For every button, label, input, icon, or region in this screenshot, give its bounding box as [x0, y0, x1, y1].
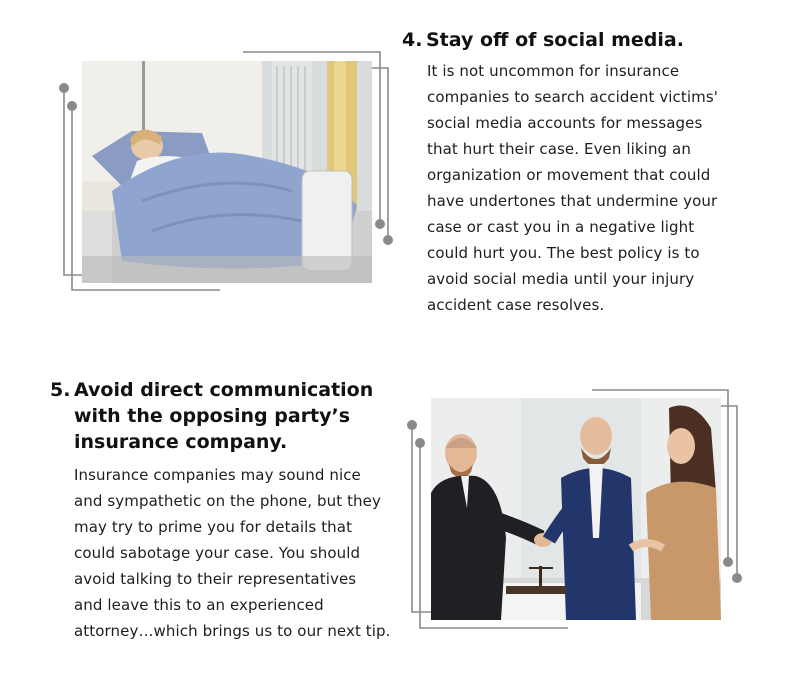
tip5-body [74, 462, 409, 644]
tip5-body-line: avoid talking to their representatives [74, 570, 357, 588]
tip4-heading [402, 28, 782, 54]
tip4-body [427, 58, 777, 318]
tip5-body-line: and leave this to an experienced [74, 596, 324, 614]
tip4-body-line: avoid social media until your injury [427, 270, 695, 288]
tip4-body-line: social media accounts for messages [427, 114, 703, 132]
tip4-body-line: could hurt you. The best policy is to [427, 244, 700, 262]
handshake-meeting-photo [431, 398, 721, 620]
tip5-body-line: and sympathetic on the phone, but they [74, 492, 381, 510]
tip5-title-line: Avoid direct communication [74, 379, 374, 401]
tip4-body-line: that hurt their case. Even liking an [427, 140, 691, 158]
tip5-heading [50, 378, 400, 456]
tip5-body-line: Insurance companies may sound nice [74, 466, 361, 484]
tip5-body-line: may try to prime you for details that [74, 518, 353, 536]
tip5-body-line: could sabotage your case. You should [74, 544, 361, 562]
tip5-title-line: insurance company. [74, 431, 288, 453]
tip4-body-line: case or cast you in a negative light [427, 218, 695, 236]
tip4-number: 4. [402, 29, 423, 51]
tip5-body-line: attorney…which brings us to our next tip. [74, 622, 391, 640]
hospital-patient-photo [82, 61, 372, 283]
tip4-body-line: accident case resolves. [427, 296, 605, 314]
tip4-title: Stay off of social media. [426, 29, 684, 51]
tip5-number: 5. [50, 379, 71, 401]
tip4-body-line: have undertones that undermine your [427, 192, 718, 210]
tip4-body-line: companies to search accident victims' [427, 88, 719, 106]
tip5-title-line: with the opposing party’s [74, 405, 351, 427]
tip4-body-line: organization or movement that could [427, 166, 711, 184]
tip4-body-line: It is not uncommon for insurance [427, 62, 680, 80]
